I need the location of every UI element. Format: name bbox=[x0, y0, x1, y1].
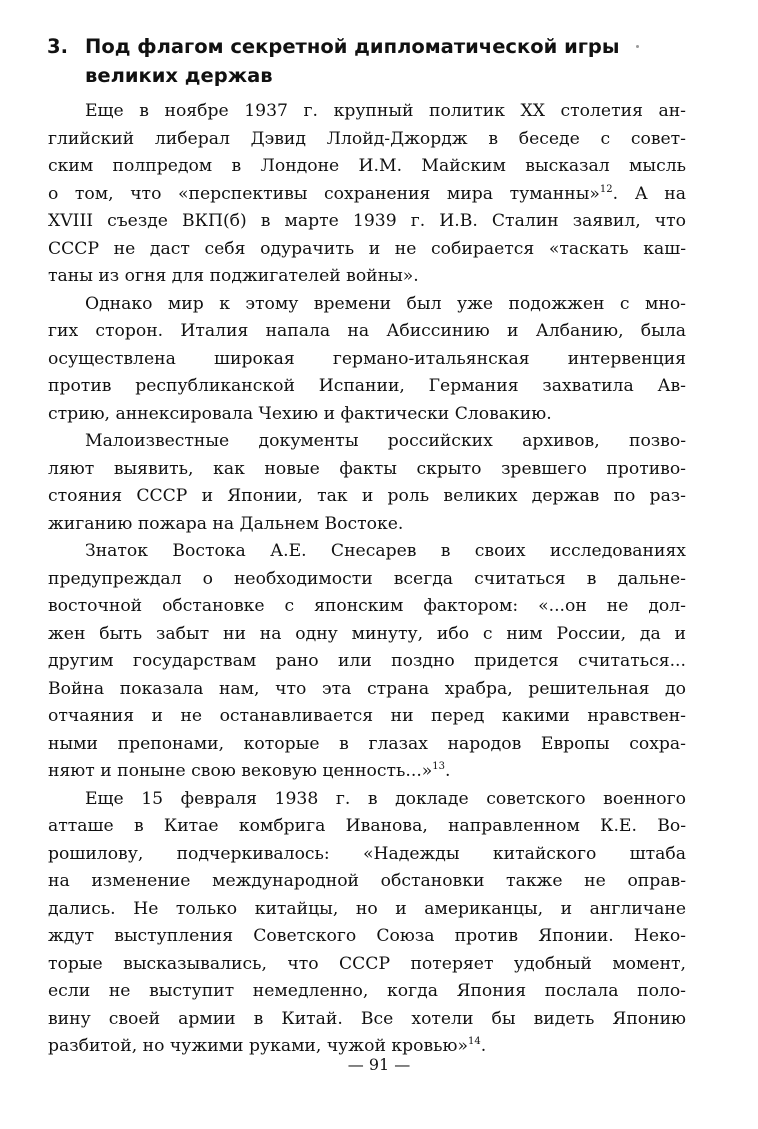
text-line: стрию, аннексировала Чехию и фактически Словакию. bbox=[48, 403, 552, 424]
text-line: Еще в ноябре 1937 г. крупный политик XX столетия ан- bbox=[85, 101, 686, 121]
footnote-ref: 13 bbox=[432, 761, 446, 772]
page-number: — 91 — bbox=[347, 1055, 411, 1074]
paragraph bbox=[48, 291, 686, 429]
text-line: ждут выступления Советского Союза против Японии. Неко- bbox=[48, 926, 686, 946]
text-line: если не выступит немедленно, когда Япония послала поло- bbox=[48, 981, 686, 1001]
text-line: Война показала нам, что эта страна храбра, решительная до bbox=[48, 678, 686, 699]
text-line: таны из огня для поджигателей войны». bbox=[48, 266, 419, 286]
text-line: Малоизвестные документы российских архивов, позво- bbox=[85, 431, 686, 451]
text-line: ными препонами, которые в глазах народов Европы сохра- bbox=[48, 733, 686, 754]
text-line: восточной обстановке с японским фактором: «...он не дол- bbox=[48, 596, 686, 616]
text-line: вину своей армии в Китай. Все хотели бы видеть Японию bbox=[48, 1008, 686, 1029]
text-line: против республиканской Испании, Германия захватила Ав- bbox=[48, 376, 686, 396]
text-line: разбитой, но чужими руками, чужой кровью»$^{14}$. bbox=[48, 1036, 487, 1056]
text-line: XVIII съезде ВКП(б) в марте 1939 г. И.В. Сталин заявил, что bbox=[48, 211, 686, 231]
text-line: Однако мир к этому времени был уже подожжен с мно- bbox=[85, 293, 686, 314]
text-line: ляют выявить, как новые факты скрыто зревшего противо- bbox=[48, 458, 686, 479]
text-line: дались. Не только китайцы, но и американцы, и англичане bbox=[48, 898, 686, 919]
text-line: жиганию пожара на Дальнем Востоке. bbox=[48, 513, 404, 534]
paragraph bbox=[48, 428, 686, 538]
paragraph bbox=[48, 538, 686, 786]
paragraph bbox=[48, 98, 686, 291]
text-line: глийский либерал Дэвид Ллойд-Джордж в беседе с совет- bbox=[48, 128, 686, 149]
text-line: Знаток Востока А.Е. Снесарев в своих исследованиях bbox=[85, 541, 686, 561]
section-number: 3. bbox=[47, 35, 68, 58]
text-line: атташе в Китае комбрига Иванова, направленном К.Е. Во- bbox=[48, 816, 686, 836]
text-line: торые высказывались, что СССР потеряет удобный момент, bbox=[48, 953, 686, 974]
text-line: осуществлена широкая германо-итальянская интервенция bbox=[48, 348, 686, 369]
text-line: другим государствам рано или поздно придется считаться... bbox=[48, 651, 686, 671]
text-line: рошилову, подчеркивалось: «Надежды китайского штаба bbox=[48, 843, 686, 864]
text-line: жен быть забыт ни на одну минуту, ибо с ним России, да и bbox=[48, 623, 686, 644]
footnote-ref: 14 bbox=[467, 1036, 481, 1047]
text-line: гих сторон. Италия напала на Абиссинию и Албанию, была bbox=[48, 321, 686, 341]
section-title-line-2: великих держав bbox=[85, 64, 273, 87]
text-line: стояния СССР и Японии, так и роль великих держав по раз- bbox=[48, 486, 686, 506]
text-line: Еще 15 февраля 1938 г. в докладе советского военного bbox=[85, 788, 686, 809]
section-title-line-1: Под флагом секретной дипломатической игры bbox=[85, 35, 620, 58]
text-line: предупреждал о необходимости всегда считаться в дальне- bbox=[48, 568, 686, 589]
text-line: ским полпредом в Лондоне И.М. Майским высказал мысль bbox=[48, 156, 686, 176]
section-heading bbox=[47, 32, 687, 90]
body-text bbox=[48, 98, 686, 1061]
text-line: няют и поныне свою вековую ценность...»$^{13}$. bbox=[48, 761, 451, 781]
paragraph bbox=[48, 786, 686, 1061]
footnote-ref: 12 bbox=[599, 183, 613, 195]
text-line: отчаяния и не останавливается ни перед какими нравствен- bbox=[48, 706, 686, 726]
text-line: СССР не даст себя одурачить и не собирается «таскать каш- bbox=[48, 238, 686, 259]
text-line: о том, что «перспективы сохранения мира туманны»$^{12}$. А на bbox=[48, 183, 686, 204]
scan-speck bbox=[636, 45, 639, 48]
text-line: на изменение международной обстановки также не оправ- bbox=[48, 871, 686, 891]
